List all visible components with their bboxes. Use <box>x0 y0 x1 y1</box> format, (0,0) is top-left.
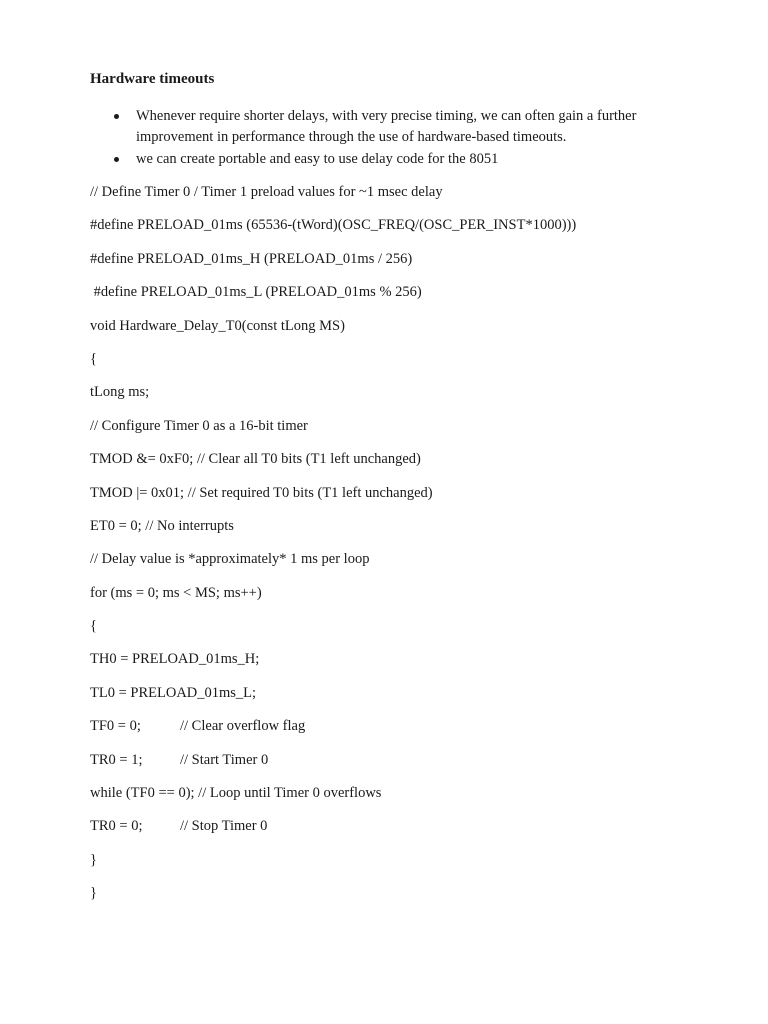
code-line <box>90 683 730 716</box>
code-statement: #define PRELOAD_01ms_H (PRELOAD_01ms / 256) <box>90 250 413 267</box>
code-statement: { <box>90 350 97 367</box>
code-line <box>90 516 730 549</box>
bullet-item <box>90 149 690 170</box>
bullet-item <box>90 106 690 148</box>
code-line <box>90 616 730 649</box>
code-line <box>90 249 730 282</box>
code-line <box>90 215 730 248</box>
code-statement: TL0 = PRELOAD_01ms_L; <box>90 684 257 701</box>
code-statement: TMOD &= 0xF0; // Clear all T0 bits (T1 left unchanged) <box>90 451 421 468</box>
code-statement: TMOD |= 0x01; // Set required T0 bits (T1 left unchanged) <box>90 484 433 501</box>
code-statement: TH0 = PRELOAD_01ms_H; <box>90 651 260 668</box>
bullet-dot-icon <box>114 114 119 119</box>
code-comment: // Stop Timer 0 <box>180 818 268 835</box>
code-line <box>90 316 730 349</box>
bullet-list <box>90 106 690 171</box>
bullet-text: Whenever require shorter delays, with very precise timing, we can often gain a further improvement in performance through the use of hardware-based timeouts. <box>136 108 637 145</box>
code-statement: // Delay value is *approximately* 1 ms per loop <box>90 551 370 568</box>
code-listing <box>90 182 730 917</box>
code-statement: } <box>90 885 97 902</box>
code-line <box>90 382 730 415</box>
code-line <box>90 416 730 449</box>
section-heading: Hardware timeouts <box>90 71 215 87</box>
code-comment: // Start Timer 0 <box>180 751 269 768</box>
code-statement: void Hardware_Delay_T0(const tLong MS) <box>90 317 345 334</box>
code-line <box>90 282 730 315</box>
code-line <box>90 816 730 849</box>
code-statement: tLong ms; <box>90 384 150 401</box>
code-comment: // Clear overflow flag <box>180 718 306 735</box>
code-statement: #define PRELOAD_01ms (65536-(tWord)(OSC_FREQ/(OSC_PER_INST*1000))) <box>90 217 577 234</box>
code-line <box>90 750 730 783</box>
code-statement: #define PRELOAD_01ms_L (PRELOAD_01ms % 256) <box>90 284 422 301</box>
code-line <box>90 549 730 582</box>
code-statement: } <box>90 851 97 868</box>
code-line <box>90 883 730 916</box>
code-statement: { <box>90 618 97 635</box>
code-line <box>90 349 730 382</box>
bullet-dot-icon <box>114 157 119 162</box>
code-statement: ET0 = 0; // No interrupts <box>90 517 234 534</box>
code-statement: TR0 = 1; <box>90 751 143 768</box>
bullet-text: we can create portable and easy to use delay code for the 8051 <box>136 151 499 167</box>
code-line <box>90 449 730 482</box>
code-statement: while (TF0 == 0); // Loop until Timer 0 overflows <box>90 785 382 802</box>
code-statement: TF0 = 0; <box>90 718 141 735</box>
code-line <box>90 716 730 749</box>
code-line <box>90 783 730 816</box>
code-line <box>90 583 730 616</box>
code-line <box>90 483 730 516</box>
code-statement: TR0 = 0; <box>90 818 143 835</box>
code-line <box>90 850 730 883</box>
code-line <box>90 649 730 682</box>
code-statement: // Define Timer 0 / Timer 1 preload values for ~1 msec delay <box>90 184 443 200</box>
code-line <box>90 182 730 215</box>
code-statement: // Configure Timer 0 as a 16-bit timer <box>90 417 308 434</box>
code-statement: for (ms = 0; ms < MS; ms++) <box>90 584 262 601</box>
